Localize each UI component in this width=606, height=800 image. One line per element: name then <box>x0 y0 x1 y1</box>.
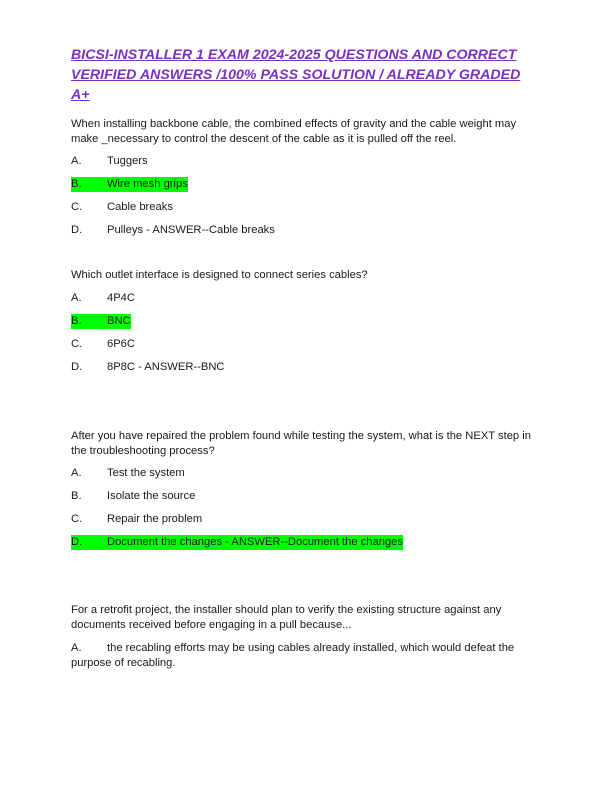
question-2-option-a <box>71 291 541 306</box>
question-4-text: For a retrofit project, the installer should plan to verify the existing structure against any documents received before engaging in a pull because... <box>71 604 502 631</box>
question-2-text: Which outlet interface is designed to connect series cables? <box>71 269 368 281</box>
question-1-option-a <box>71 154 541 169</box>
option-text: Tuggers <box>107 155 148 167</box>
option-letter: A. <box>71 642 82 654</box>
option-text: the recabling efforts may be using cables already installed, which would defeat the purpose of recabling. <box>71 642 515 669</box>
option-text: 6P6C <box>107 338 135 350</box>
question-3-option-c <box>71 512 541 527</box>
option-text: Wire mesh grips <box>107 178 188 190</box>
option-text: Repair the problem <box>107 513 203 525</box>
option-letter: C. <box>71 513 83 525</box>
option-letter: A. <box>71 292 82 304</box>
answer-highlight <box>71 535 403 550</box>
option-letter: B. <box>71 178 82 190</box>
question-2-option-d <box>71 360 541 375</box>
option-letter: D. <box>71 224 83 236</box>
question-1-option-d <box>71 223 541 238</box>
question-1-option-b <box>71 177 541 192</box>
question-3-text: After you have repaired the problem found while testing the system, what is the NEXT step in the troubleshooting process? <box>71 430 531 457</box>
option-letter: C. <box>71 201 83 213</box>
option-text: Isolate the source <box>107 490 196 502</box>
option-text: 8P8C - ANSWER--BNC <box>107 361 225 373</box>
question-1-text: When installing backbone cable, the combined effects of gravity and the cable weight may make _necessary to control the descent of the cable as it is pulled off the reel. <box>71 118 517 145</box>
option-letter: D. <box>71 361 83 373</box>
option-text: Pulleys - ANSWER--Cable breaks <box>107 224 275 236</box>
option-letter: C. <box>71 338 83 350</box>
question-3-option-b <box>71 489 541 504</box>
question-4-option-a <box>71 641 521 671</box>
question-1-option-c <box>71 200 541 215</box>
option-letter: A. <box>71 467 82 479</box>
option-letter: D. <box>71 536 83 548</box>
question-3-option-a <box>71 466 541 481</box>
answer-highlight <box>71 314 131 329</box>
question-3-option-d <box>71 535 541 550</box>
answer-highlight <box>71 177 188 192</box>
option-text: 4P4C <box>107 292 135 304</box>
question-2-option-b <box>71 314 541 329</box>
document-title: BICSI-INSTALLER 1 EXAM 2024-2025 QUESTIONS AND CORRECT VERIFIED ANSWERS /100% PASS SOLUTION / ALREADY GRADED A+ <box>71 47 521 103</box>
question-2-option-c <box>71 337 541 352</box>
option-letter: B. <box>71 315 82 327</box>
option-text: Document the changes - ANSWER--Document the changes <box>107 536 403 548</box>
option-text: Test the system <box>107 467 185 479</box>
option-letter: B. <box>71 490 82 502</box>
option-text: BNC <box>107 315 131 327</box>
option-letter: A. <box>71 155 82 167</box>
option-text: Cable breaks <box>107 201 173 213</box>
